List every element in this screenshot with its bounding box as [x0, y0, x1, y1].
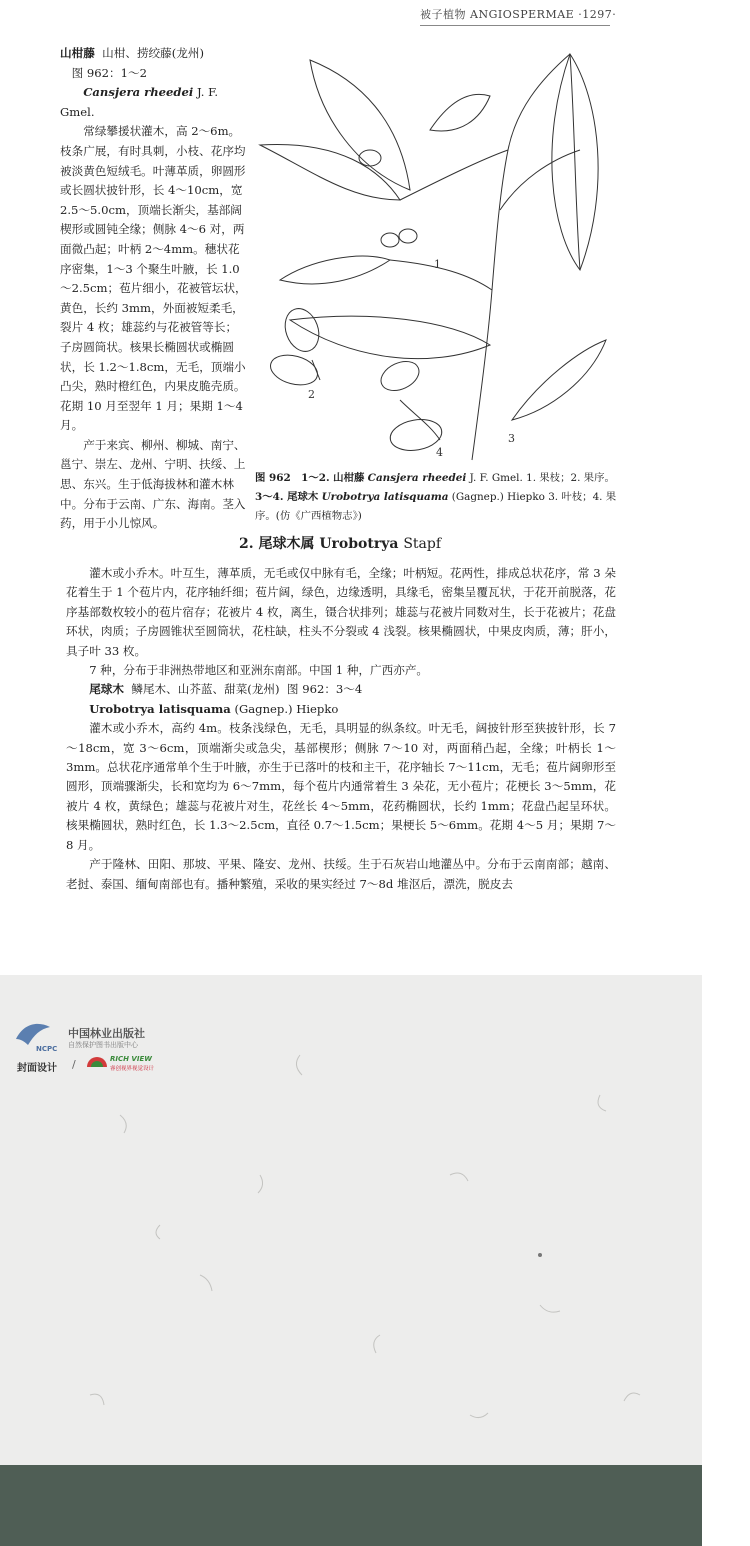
leaf-lower-long [290, 316, 490, 358]
leaf-top-left [310, 60, 410, 190]
caption-lead: 图 962 1～2. 山柑藤 [255, 472, 365, 484]
species2-author: (Gagnep.) Hiepko [234, 701, 339, 716]
caption-parts1: 1. 果枝；2. 果序。 [526, 472, 615, 484]
fig-label-4: 4 [436, 446, 443, 459]
species1-cn-name: 山柑藤 [60, 46, 95, 60]
fig-label-1: 1 [434, 258, 441, 271]
species1-desc: 常绿攀援状灌木，高 2～6m。枝条广展，有时具刺，小枝、花序均被淡黄色短绒毛。叶薄革质，卵圆形或长圆状披针形，长 4～10cm，宽 2.5～5.0cm，顶端长渐尖，基部阔楔形或圆钝全缘；侧脉 4～6 对，两面微凸起；叶柄 2～4mm。穗状花序密集，1～3 个聚生叶腋，长 1.0～2.5cm；苞片细小，花被管坛状，黄色，长约 3mm，外面被短柔毛，裂片 4 枚；雄蕊约与花被管等长；子房圆筒状。核果长椭圆状或椭圆状，长 1.2～1.8cm，无毛，顶端小凸尖，熟时橙红色，内果皮脆壳质。花期 10 月至翌年 1 月；果期 1～4 月。 [60, 124, 247, 433]
design-studio-name: RICH VIEW [110, 1055, 152, 1063]
species2-latin: Urobotrya latisquama [89, 701, 231, 716]
species1-alias: 山柑、捞绞藤(龙州) [102, 46, 204, 60]
species2-cn-name: 尾球木 [89, 682, 124, 697]
species1-text [60, 44, 248, 534]
cover-color-strip [0, 1465, 702, 1546]
species1-dist: 产于来宾、柳州、柳城、南宁、邕宁、崇左、龙州、宁明、扶绥、上思、东兴。生于低海拔林和灌木林中。分布于云南、广东、海南。茎入药，用于小儿惊风。 [60, 437, 246, 531]
genus-author: Stapf [403, 536, 442, 552]
species1-figref: 图 962：1～2 [71, 65, 147, 80]
leaf-midrib [570, 54, 580, 270]
publisher-block [14, 1015, 214, 1075]
fig2-fruit-b [267, 350, 321, 389]
publisher-logo-text: NCPC [36, 1045, 58, 1053]
publisher-subtitle: 自然保护图书出版中心 [68, 1041, 138, 1049]
caption-author2: (Gagnep.) Hiepko [451, 491, 545, 503]
species2-desc: 灌木或小乔木，高约 4m。枝条浅绿色，无毛，具明显的纵条纹。叶无毛，阔披针形至狭披针形，长 7～18cm，宽 3～6cm，顶端渐尖或急尖，基部楔形；侧脉 7～10 对，两面稍凸起，全缘；叶柄长 1～3mm。总状花序通常单个生于叶腋，亦生于已落叶的枝和主干，花序轴长 7～11cm，无毛；苞片阔卵形至圆形，顶端骤渐尖，长和宽均为 6～7mm，每个苞片内通常着生 3 朵花，无小苞片；花梗长 3～5mm，花被片 4 枚，黄绿色；雄蕊与花被片对生，花丝长 4～5mm，花药椭圆状，长约 1mm；花盘凸起呈环状。核果椭圆状，熟时红色，长 1.3～2.5cm，直径 0.7～1.5cm；果梗长 5～6mm。花期 4～5 月；果期 7～8 月。 [66, 721, 616, 852]
caption-parts2: 3. 叶枝；4. 果序。(仿《广西植物志》) [255, 491, 617, 522]
side-branch [390, 260, 492, 290]
fruit-1c [399, 229, 417, 243]
genus-dist: 7 种，分布于非洲热带地区和亚洲东南部。中国 1 种，广西亦产。 [89, 663, 429, 678]
caption-latin2: Urobotrya latisquama [321, 491, 449, 503]
genus-heading [0, 533, 680, 553]
fruit-1a [359, 150, 381, 166]
caption-lead2: 3～4. 尾球木 [255, 491, 319, 503]
twig [500, 150, 580, 210]
running-head: 被子植物 ANGIOSPERMAE ·1297· [420, 6, 610, 26]
upper-branch [400, 150, 508, 200]
species2-figref: 图 962：3～4 [286, 682, 363, 697]
genus-latin: Urobotrya [319, 536, 399, 552]
botanical-illustration [250, 40, 622, 468]
fig-label-3: 3 [508, 432, 515, 445]
leaf-small-top [430, 94, 490, 131]
margin [702, 975, 750, 1546]
species1-latin-line [60, 83, 248, 122]
fig2-stalk [312, 360, 320, 380]
species2-latin-line [66, 700, 616, 719]
genus-desc: 灌木或小乔木。叶互生，薄革质，无毛或仅中脉有毛，全缘；叶柄短。花两性，排成总状花序，常 3 朵花着生于 1 个苞片内，花序轴纤细；苞片阔，绿色，边缘透明，具缘毛，密集呈覆瓦状，于花开前脱落，花序基部数枚较小的苞片宿存；花被片 4 枚，离生，镊合状排列；雄蕊与花被片同数对生，长于花被片；花盘环状，肉质；子房圆锥状至圆筒状，花柱缺，柱头不分裂或 4 浅裂。核果椭圆状，中果皮肉质，薄；肝小，具子叶 33 枚。 [66, 566, 616, 658]
design-separator: / [72, 1058, 76, 1071]
caption-line [255, 469, 620, 526]
species1-heading [60, 44, 248, 64]
fig2-fruit-a [279, 304, 324, 356]
species1-author: J. F. Gmel. [60, 85, 219, 119]
cover-design-label: 封面设计 [17, 1063, 57, 1074]
caption-author1: J. F. Gmel. [469, 472, 523, 484]
species2-dist: 产于隆林、田阳、那坡、平果、隆安、龙州、扶绥。生于石灰岩山地灌丛中。分布于云南南部；越南、老挝、泰国、缅甸南部也有。播种繁殖，采收的果实经过 7～8d 堆沤后，漂洗，脱皮去 [66, 857, 616, 891]
leaf-middle [280, 256, 390, 284]
fig4-fruit-a [376, 356, 423, 396]
caption-latin1: Cansjera rheedei [367, 472, 467, 484]
fruit-1b [381, 233, 399, 247]
publisher-name: 中国林业出版社 [68, 1027, 145, 1040]
figure-caption [255, 469, 620, 526]
back-cover [0, 975, 702, 1546]
species1-latin: Cansjera rheedei [83, 85, 194, 100]
genus-title: 2. 尾球木属 [238, 536, 315, 552]
genus-body [66, 564, 616, 894]
rich-view-logo-icon [86, 1055, 108, 1069]
fig-label-2: 2 [308, 388, 315, 401]
species2-heading [66, 680, 616, 699]
leaf-bottom-right [512, 340, 606, 420]
design-studio-subtitle: 睿创视界视觉设计 [110, 1066, 155, 1072]
species2-alias: 鳞尾木、山芥蓝、甜菜(龙州) [131, 682, 280, 697]
